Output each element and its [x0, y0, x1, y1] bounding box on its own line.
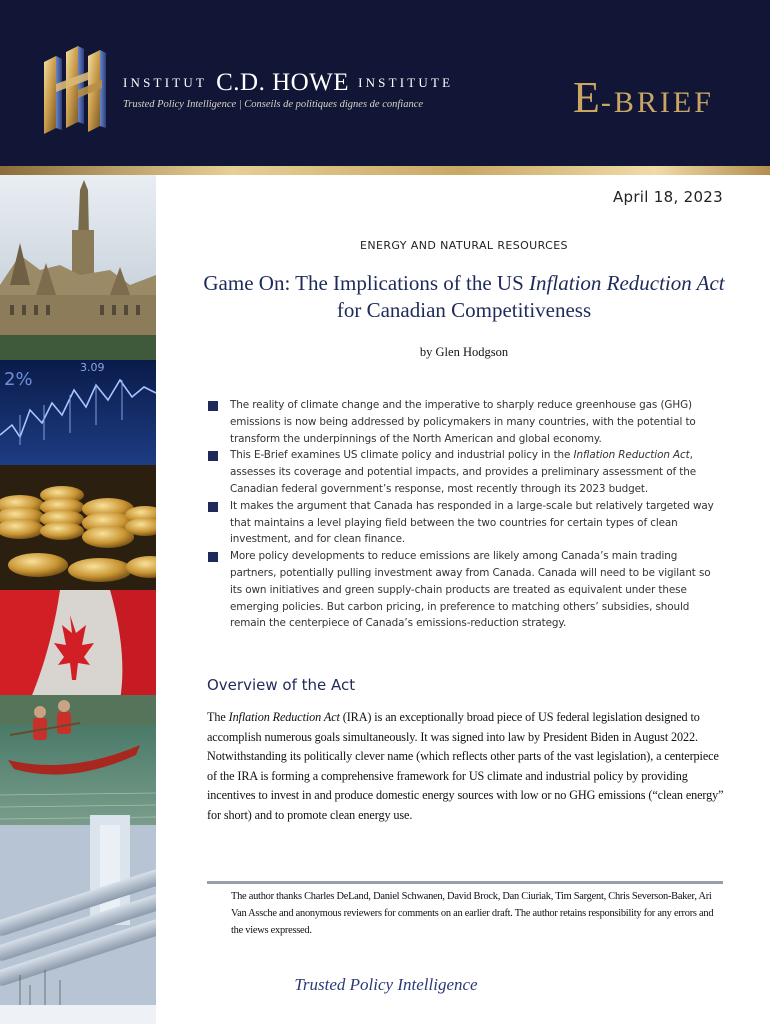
cover-collage-image [0, 175, 156, 1024]
header-tagline: Trusted Policy Intelligence | Conseils de politiques dignes de confiance [123, 99, 424, 110]
cd-howe-logo-icon [42, 44, 114, 140]
footnote-divider [207, 881, 723, 884]
ebrief-rest: -BRIEF [600, 86, 714, 119]
ebrief-wordmark [573, 72, 714, 123]
collage-number: 3.09 [80, 361, 105, 374]
title-act-name: Inflation Reduction Act [529, 271, 725, 295]
bullet-item [208, 447, 718, 497]
bullet-item [208, 548, 718, 632]
institute-word: INSTITUTE [358, 75, 454, 90]
institut-word: INSTITUT [123, 75, 208, 90]
gold-rule [0, 166, 770, 175]
bullet-text: It makes the argument that Canada has responded in a large-scale but relatively targeted way that maintains a level playing field between the two countries for certain types of clean investment, and for clean finance. [230, 499, 714, 546]
collage-percent: 2% [4, 369, 33, 390]
square-bullet-icon [208, 401, 218, 411]
square-bullet-icon [208, 502, 218, 512]
page-title [196, 270, 732, 324]
section-label: ENERGY AND NATURAL RESOURCES [360, 239, 568, 252]
institute-name-main: C.D. HOWE [216, 69, 350, 96]
institute-name [123, 66, 453, 100]
overview-paragraph [207, 708, 727, 825]
para-body: (IRA) is an exceptionally broad piece of US federal legislation designed to accomplish numerous goals simultaneously. It was signed into law by President Biden in August 2022. Notwithstanding its politically clever name (which reflects other parts of the vast legislation), a centerpiece of the IRA is forming a comprehensive framework for US climate and industrial policy by providing incentives to invest in and produce domestic energy sources with low or no GHG emissions (“clean energy” for short) and to promote clean energy use. [207, 710, 724, 822]
publication-date: April 18, 2023 [612, 188, 723, 206]
bullet-text-before: This E-Brief examines US climate policy and industrial policy in the [230, 449, 574, 462]
acknowledgements-footnote: The author thanks Charles DeLand, Daniel Schwanen, David Brock, Dan Ciuriak, Tim Sargent, Chris Severson-Baker, Ari Van Assche and anonymous reviewers for comments on an earlier draft. The author retains responsibility for any errors and the views expressed. [231, 891, 714, 937]
bullet-item [208, 397, 718, 447]
square-bullet-icon [208, 451, 218, 461]
overview-heading: Overview of the Act [207, 676, 356, 694]
para-act-name: Inflation Reduction Act [228, 710, 340, 724]
footer-tagline: Trusted Policy Intelligence [294, 975, 478, 994]
byline: by Glen Hodgson [419, 345, 509, 359]
ebrief-e: E [573, 73, 601, 122]
para-prefix: The [207, 710, 229, 724]
square-bullet-icon [208, 552, 218, 562]
bullet-text-after: , assesses its coverage and potential impacts, and provides a preliminary assessment of the Canadian federal government’s response, most recently through its 2023 budget. [230, 449, 697, 495]
title-prefix: Game On: The Implications of the US [203, 271, 530, 295]
bullet-text: More policy developments to reduce emissions are likely among Canada’s main trading partners, potentially pulling investment away from Canada. Canada will need to be vigilant so its own initiatives and green supply-chain products are treated as equivalent under these emerging policies. But carbon pricing, in preference to matching others’ subsidies, should remain the centerpiece of Canada’s emissions-reduction strategy. [230, 550, 711, 630]
bullet-item [208, 498, 718, 548]
summary-bullets [208, 397, 718, 632]
bullet-act-name: Inflation Reduction Act [573, 449, 690, 462]
bullet-text: The reality of climate change and the imperative to sharply reduce greenhouse gas (GHG) emissions is now being addressed by policymakers in many countries, with the potential to transform the underpinnings of the North American and global economy. [230, 399, 696, 445]
title-line-2: for Canadian Competitiveness [336, 298, 592, 322]
